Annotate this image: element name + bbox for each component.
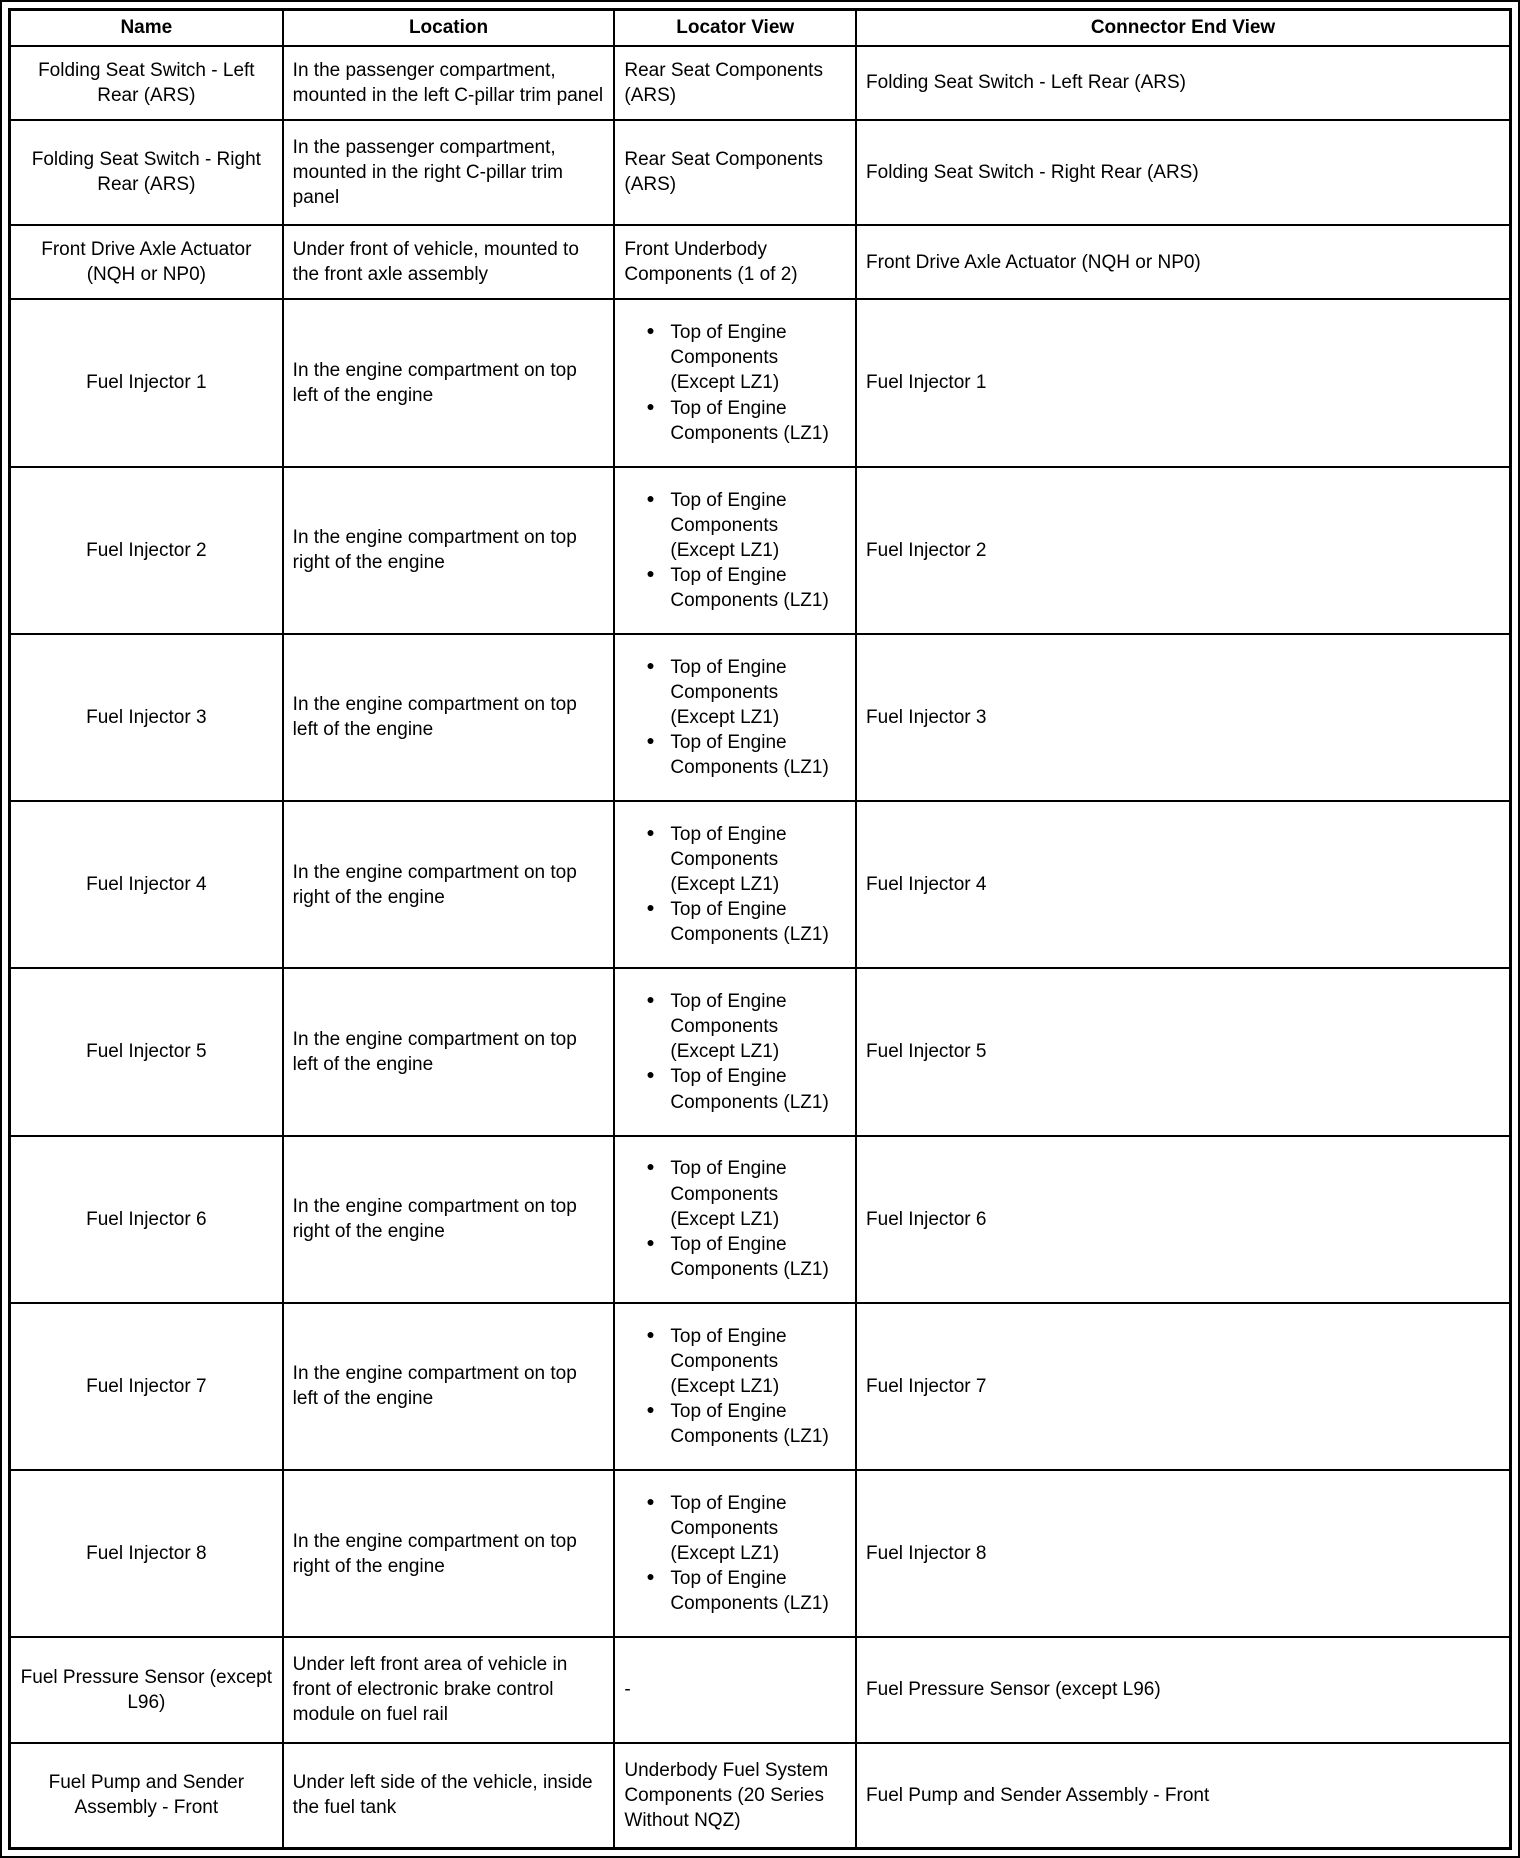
connector-end-view-cell: Fuel Injector 7: [856, 1303, 1510, 1470]
name-cell: Fuel Pump and Sender Assembly - Front: [10, 1743, 283, 1849]
locator-bullet-item: ● Top of Engine Components (LZ1): [670, 563, 846, 613]
locator-view-cell: [614, 1136, 856, 1303]
locator-bullet-item: ● Top of Engine Components (Except LZ1): [670, 488, 846, 563]
locator-view-cell: [614, 299, 856, 466]
table-row: [10, 1136, 1511, 1303]
header-cell-name: Name: [10, 10, 283, 46]
name-cell: Folding Seat Switch - Right Rear (ARS): [10, 120, 283, 225]
location-cell: In the engine compartment on top right of the engine: [283, 801, 615, 968]
table-row: [10, 467, 1511, 634]
locator-bullet-item: ● Top of Engine Components (LZ1): [670, 1064, 846, 1114]
locator-view-cell: [614, 801, 856, 968]
location-cell: In the engine compartment on top left of the engine: [283, 299, 615, 466]
table-row: [10, 634, 1511, 801]
name-cell: Folding Seat Switch - Left Rear (ARS): [10, 46, 283, 120]
connector-end-view-cell: Fuel Injector 1: [856, 299, 1510, 466]
connector-end-view-cell: Fuel Pump and Sender Assembly - Front: [856, 1743, 1510, 1849]
locator-bullet-list: [624, 822, 846, 947]
table-body: [10, 46, 1511, 1849]
table-row: [10, 299, 1511, 466]
location-cell: Under left side of the vehicle, inside the fuel tank: [283, 1743, 615, 1849]
locator-view-cell: -: [614, 1637, 856, 1742]
locator-bullet-list: [624, 989, 846, 1114]
locator-bullet-item: ● Top of Engine Components (LZ1): [670, 1399, 846, 1449]
name-cell: Fuel Injector 1: [10, 299, 283, 466]
locator-bullet-item: ● Top of Engine Components (LZ1): [670, 897, 846, 947]
name-cell: Fuel Injector 3: [10, 634, 283, 801]
locator-view-cell: [614, 467, 856, 634]
header-row: [10, 10, 1511, 46]
name-cell: Front Drive Axle Actuator (NQH or NP0): [10, 225, 283, 299]
locator-bullet-list: [624, 1156, 846, 1281]
locator-view-cell: Rear Seat Components (ARS): [614, 120, 856, 225]
locator-view-cell: Front Underbody Components (1 of 2): [614, 225, 856, 299]
locator-bullet-item: ● Top of Engine Components (LZ1): [670, 1566, 846, 1616]
locator-bullet-list: [624, 655, 846, 780]
location-cell: In the engine compartment on top left of the engine: [283, 1303, 615, 1470]
locator-view-cell: [614, 1303, 856, 1470]
locator-bullet-item: ● Top of Engine Components (Except LZ1): [670, 1156, 846, 1231]
location-cell: In the engine compartment on top right of the engine: [283, 1136, 615, 1303]
locator-bullet-list: [624, 320, 846, 445]
name-cell: Fuel Injector 2: [10, 467, 283, 634]
table-row: [10, 225, 1511, 299]
location-cell: In the passenger compartment, mounted in the left C-pillar trim panel: [283, 46, 615, 120]
locator-bullet-item: ● Top of Engine Components (Except LZ1): [670, 989, 846, 1064]
header-cell-connector-end-view: Connector End View: [856, 10, 1510, 46]
connector-end-view-cell: Fuel Injector 8: [856, 1470, 1510, 1637]
connector-end-view-cell: Fuel Injector 5: [856, 968, 1510, 1135]
locator-view-cell: [614, 1470, 856, 1637]
locator-bullet-item: ● Top of Engine Components (Except LZ1): [670, 822, 846, 897]
connector-end-view-cell: Fuel Injector 3: [856, 634, 1510, 801]
connector-end-view-cell: Fuel Pressure Sensor (except L96): [856, 1637, 1510, 1742]
location-cell: In the engine compartment on top right of the engine: [283, 1470, 615, 1637]
locator-bullet-item: ● Top of Engine Components (Except LZ1): [670, 1491, 846, 1566]
table-row: [10, 1470, 1511, 1637]
locator-view-cell: Underbody Fuel System Components (20 Series Without NQZ): [614, 1743, 856, 1849]
header-cell-location: Location: [283, 10, 615, 46]
locator-bullet-item: ● Top of Engine Components (Except LZ1): [670, 655, 846, 730]
table-row: [10, 801, 1511, 968]
locator-bullet-item: ● Top of Engine Components (Except LZ1): [670, 1324, 846, 1399]
locator-bullet-item: ● Top of Engine Components (Except LZ1): [670, 320, 846, 395]
table-row: [10, 1637, 1511, 1742]
location-cell: In the passenger compartment, mounted in the right C-pillar trim panel: [283, 120, 615, 225]
name-cell: Fuel Injector 6: [10, 1136, 283, 1303]
name-cell: Fuel Pressure Sensor (except L96): [10, 1637, 283, 1742]
locator-bullet-list: [624, 488, 846, 613]
location-cell: In the engine compartment on top left of the engine: [283, 968, 615, 1135]
connector-end-view-cell: Front Drive Axle Actuator (NQH or NP0): [856, 225, 1510, 299]
header-cell-locator-view: Locator View: [614, 10, 856, 46]
location-cell: In the engine compartment on top right of the engine: [283, 467, 615, 634]
location-cell: Under left front area of vehicle in front of electronic brake control module on fuel rail: [283, 1637, 615, 1742]
locator-view-cell: Rear Seat Components (ARS): [614, 46, 856, 120]
connector-end-view-cell: Folding Seat Switch - Left Rear (ARS): [856, 46, 1510, 120]
connector-end-view-cell: Fuel Injector 6: [856, 1136, 1510, 1303]
table-row: [10, 1303, 1511, 1470]
name-cell: Fuel Injector 5: [10, 968, 283, 1135]
connector-end-view-cell: Fuel Injector 4: [856, 801, 1510, 968]
location-cell: In the engine compartment on top left of the engine: [283, 634, 615, 801]
location-cell: Under front of vehicle, mounted to the front axle assembly: [283, 225, 615, 299]
locator-bullet-list: [624, 1324, 846, 1449]
locator-bullet-list: [624, 1491, 846, 1616]
table-row: [10, 1743, 1511, 1849]
component-locator-table: [8, 8, 1512, 1850]
connector-end-view-cell: Fuel Injector 2: [856, 467, 1510, 634]
name-cell: Fuel Injector 4: [10, 801, 283, 968]
locator-bullet-item: ● Top of Engine Components (LZ1): [670, 1232, 846, 1282]
connector-end-view-cell: Folding Seat Switch - Right Rear (ARS): [856, 120, 1510, 225]
locator-view-cell: [614, 968, 856, 1135]
locator-bullet-item: ● Top of Engine Components (LZ1): [670, 396, 846, 446]
table-row: [10, 46, 1511, 120]
table-row: [10, 120, 1511, 225]
table-row: [10, 968, 1511, 1135]
name-cell: Fuel Injector 8: [10, 1470, 283, 1637]
locator-view-cell: [614, 634, 856, 801]
locator-bullet-item: ● Top of Engine Components (LZ1): [670, 730, 846, 780]
name-cell: Fuel Injector 7: [10, 1303, 283, 1470]
